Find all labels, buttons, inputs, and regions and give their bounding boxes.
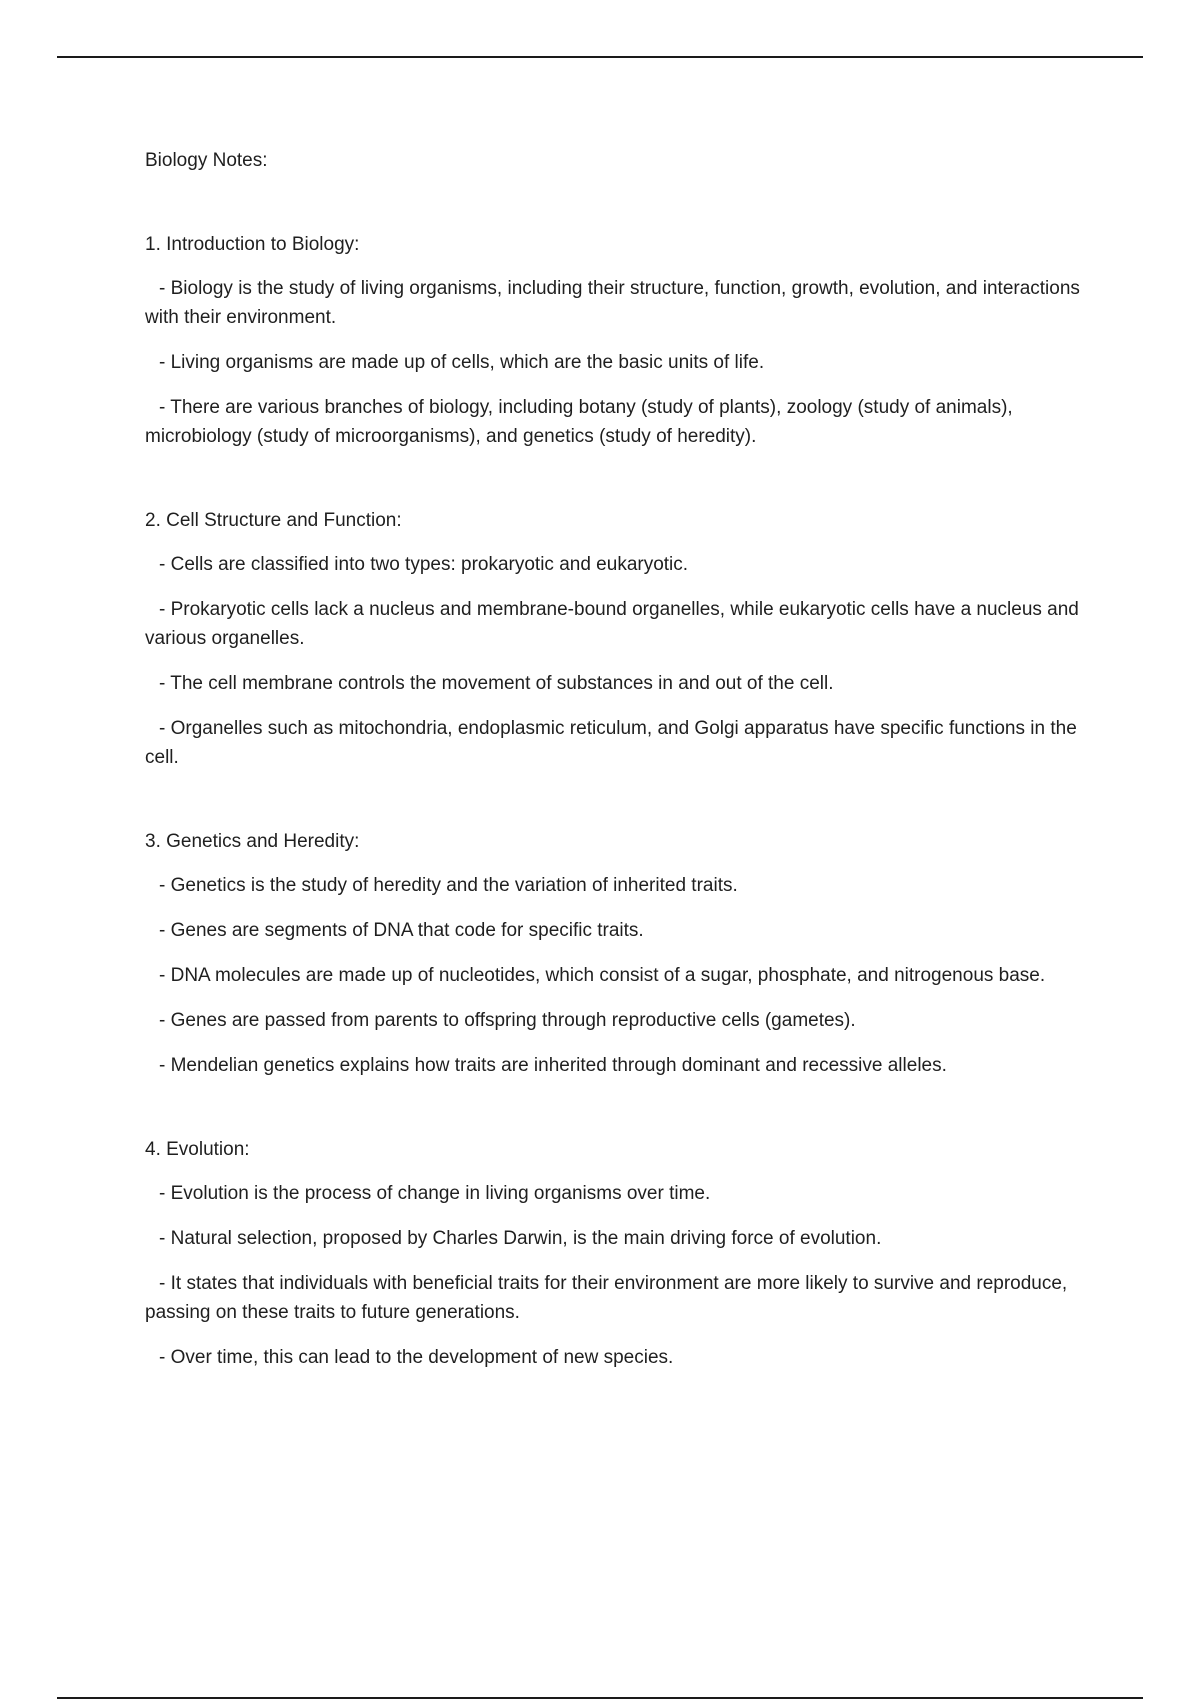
bullet-list bbox=[145, 871, 1085, 1080]
bullet-item: - The cell membrane controls the movement of substances in and out of the cell. bbox=[159, 673, 834, 694]
bullet-item: - DNA molecules are made up of nucleotides, which consist of a sugar, phosphate, and nitrogenous base. bbox=[159, 965, 1046, 986]
section-heading: 4. Evolution: bbox=[145, 1139, 250, 1160]
bullet-item: - Mendelian genetics explains how traits are inherited through dominant and recessive alleles. bbox=[159, 1055, 947, 1076]
bullet-item: - Genetics is the study of heredity and the variation of inherited traits. bbox=[159, 875, 738, 896]
header-rule bbox=[57, 56, 1143, 58]
section-genetics bbox=[145, 827, 1085, 1080]
bullet-item: - Biology is the study of living organisms, including their structure, function, growth, evolution, and interactions with their environment. bbox=[145, 278, 1080, 328]
bullet-list bbox=[145, 550, 1085, 772]
bullet-item: - Prokaryotic cells lack a nucleus and membrane-bound organelles, while eukaryotic cells have a nucleus and various organelles. bbox=[145, 599, 1079, 649]
footer-rule bbox=[57, 1697, 1143, 1699]
section-heading: 2. Cell Structure and Function: bbox=[145, 510, 402, 531]
section-evolution bbox=[145, 1135, 1085, 1372]
section-introduction bbox=[145, 230, 1085, 451]
document-title: Biology Notes: bbox=[145, 150, 268, 171]
section-heading: 1. Introduction to Biology: bbox=[145, 234, 360, 255]
bullet-item: - Over time, this can lead to the development of new species. bbox=[159, 1347, 674, 1368]
bullet-item: - Cells are classified into two types: prokaryotic and eukaryotic. bbox=[159, 554, 689, 575]
bullet-item: - Evolution is the process of change in living organisms over time. bbox=[159, 1183, 711, 1204]
bullet-item: - Genes are segments of DNA that code for specific traits. bbox=[159, 920, 644, 941]
bullet-item: - Organelles such as mitochondria, endoplasmic reticulum, and Golgi apparatus have specific functions in the cell. bbox=[145, 718, 1077, 768]
bullet-item: - There are various branches of biology, including botany (study of plants), zoology (study of animals), microbiology (study of microorganisms), and genetics (study of heredity). bbox=[145, 397, 1013, 447]
bullet-item: - Natural selection, proposed by Charles Darwin, is the main driving force of evolution. bbox=[159, 1228, 882, 1249]
bullet-item: - Genes are passed from parents to offspring through reproductive cells (gametes). bbox=[159, 1010, 856, 1031]
section-cell-structure bbox=[145, 506, 1085, 772]
section-heading: 3. Genetics and Heredity: bbox=[145, 831, 360, 852]
bullet-list bbox=[145, 274, 1085, 451]
bullet-item: - It states that individuals with beneficial traits for their environment are more likely to survive and reproduce, passing on these traits to future generations. bbox=[145, 1273, 1068, 1323]
bullet-item: - Living organisms are made up of cells, which are the basic units of life. bbox=[159, 352, 765, 373]
bullet-list bbox=[145, 1179, 1085, 1372]
document-body bbox=[145, 146, 1085, 1427]
